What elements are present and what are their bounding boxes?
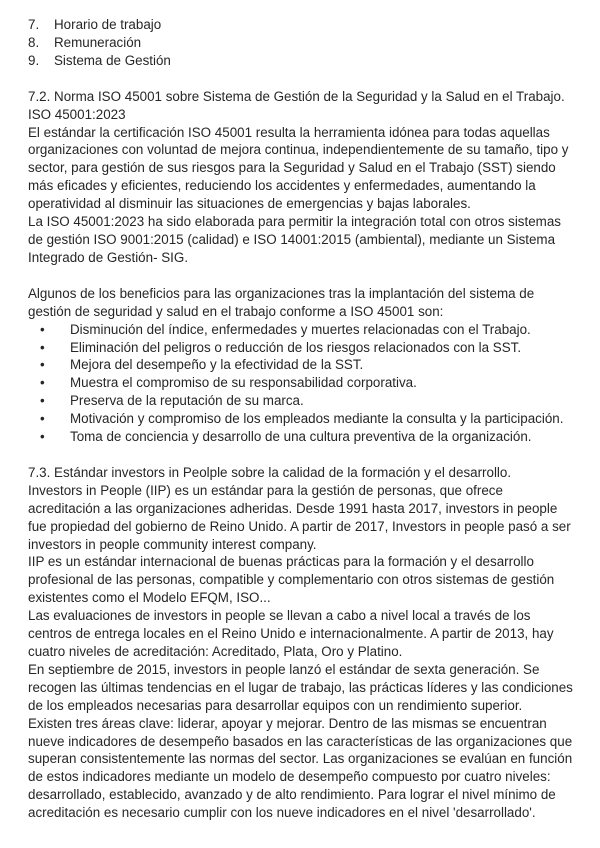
section-7-3-paragraph-1: Investors in People (IIP) es un estándar para la gestión de personas, que ofrece acreditación a las organizaciones adheridas. Desde 1991 hasta 2017, investors in people fue propiedad del gobierno de Reino Unido. A partir de 2017, Investors in people pasó a ser investors in people community interest company. <box>28 482 571 552</box>
section-7-3-paragraph-5: Existen tres áreas clave: liderar, apoyar y mejorar. Dentro de las mismas se encuentran nueve indicadores de desempeño basados en las características de las organizaciones que superan consistentemente las normas del sector. Las organizaciones se evalúan en función de estos indicadores mediante un modelo de desempeño compuesto por cuatro niveles: desarrollado, establecido, avanzado y de alto rendimiento. Para lograr el nivel mínimo de acreditación es necesario cumplir con los nueve indicadores en el nivel 'desarrollado'. <box>28 715 573 821</box>
section-7-3-title: 7.3. Estándar investors in Peolple sobre la calidad de la formación y el desarrollo. <box>28 464 512 480</box>
benefits-list <box>28 321 574 446</box>
item-text: Sistema de Gestión <box>54 52 171 68</box>
list-item <box>28 392 574 410</box>
item-text: Remuneración <box>54 34 142 50</box>
bullet: • <box>40 357 45 373</box>
document-page <box>28 16 574 822</box>
list-item <box>28 428 574 446</box>
item-number: 8. <box>28 34 40 50</box>
section-7-3-paragraph-4: En septiembre de 2015, investors in people lanzó el estándar de sexta generación. Se recogen las últimas tendencias en el lugar de trabajo, las prácticas líderes y las condiciones de los empleados necesarias para desarrollar equipos con un rendimiento superior. <box>28 661 573 713</box>
list-item <box>28 356 574 374</box>
benefit-text: Toma de conciencia y desarrollo de una cultura preventiva de la organización. <box>70 429 532 445</box>
section-7-3-paragraph-3: Las evaluaciones de investors in people se llevan a cabo a nivel local a través de los centros de entrega locales en el Reino Unido e internacionalmente. A partir de 2013, hay cuatro niveles de acreditación: Acreditado, Plata, Oro y Platino. <box>28 608 554 659</box>
item-number: 9. <box>28 52 40 68</box>
bullet: • <box>40 411 45 427</box>
section-7-2-paragraph-2: La ISO 45001:2023 ha sido elaborada para permitir la integración total con otros sistemas de gestión ISO 9001:2015 (calidad) e ISO 14001:2015 (ambiental), mediante un Sistema Integrado de Gestión- SIG. <box>28 214 561 265</box>
benefit-text: Mejora del desempeño y la efectividad de la SST. <box>70 357 364 373</box>
list-item <box>28 321 574 339</box>
bullet: • <box>40 393 45 409</box>
benefit-text: Muestra el compromiso de su responsabilidad corporativa. <box>70 375 417 391</box>
section-7-2-paragraph-1: El estándar la certificación ISO 45001 resulta la herramienta idónea para todas aquellas organizaciones con voluntad de mejora continua, independientemente de su tamaño, tipo y sector, para gestión de sus riesgos para la Seguridad y Salud en el Trabajo (SST) siendo más eficades y eficientes, reduciendo los accidentes y enfermedades, aumentando la operatividad al disminuir las situaciones de emergencias y bajas laborales. <box>28 124 569 212</box>
list-item <box>28 52 574 70</box>
bullet: • <box>40 375 45 391</box>
item-number: 7. <box>28 17 40 32</box>
list-item <box>28 34 574 52</box>
benefit-text: Eliminación del peligros o reducción de los riesgos relacionados con la SST. <box>70 339 522 355</box>
benefit-text: Preserva de la reputación de su marca. <box>70 393 304 409</box>
list-item <box>28 339 574 357</box>
benefit-text: Disminución del índice, enfermedades y muertes relacionadas con el Trabajo. <box>70 321 531 337</box>
bullet: • <box>40 321 45 337</box>
numbered-list <box>28 16 574 70</box>
section-7-2-title: 7.2. Norma ISO 45001 sobre Sistema de Gestión de la Seguridad y la Salud en el Trabajo. <box>28 88 565 104</box>
section-7-2-subtitle: ISO 45001:2023 <box>28 106 126 122</box>
list-item <box>28 410 574 428</box>
item-text: Horario de trabajo <box>54 17 162 32</box>
list-item <box>28 374 574 392</box>
list-item <box>28 16 574 34</box>
section-7-3-paragraph-2: IIP es un estándar internacional de buenas prácticas para la formación y el desarrollo profesional de las personas, compatible y complementario con otros sistemas de gestión existentes como el Modelo EFQM, ISO... <box>28 554 555 606</box>
benefit-text: Motivación y compromiso de los empleados mediante la consulta y la participación. <box>70 411 564 427</box>
bullet: • <box>40 429 45 445</box>
section-7-2-paragraph-3: Algunos de los beneficios para las organizaciones tras la implantación del sistema de gestión de seguridad y salud en el trabajo conforme a ISO 45001 son: <box>28 285 535 319</box>
bullet: • <box>40 339 45 355</box>
